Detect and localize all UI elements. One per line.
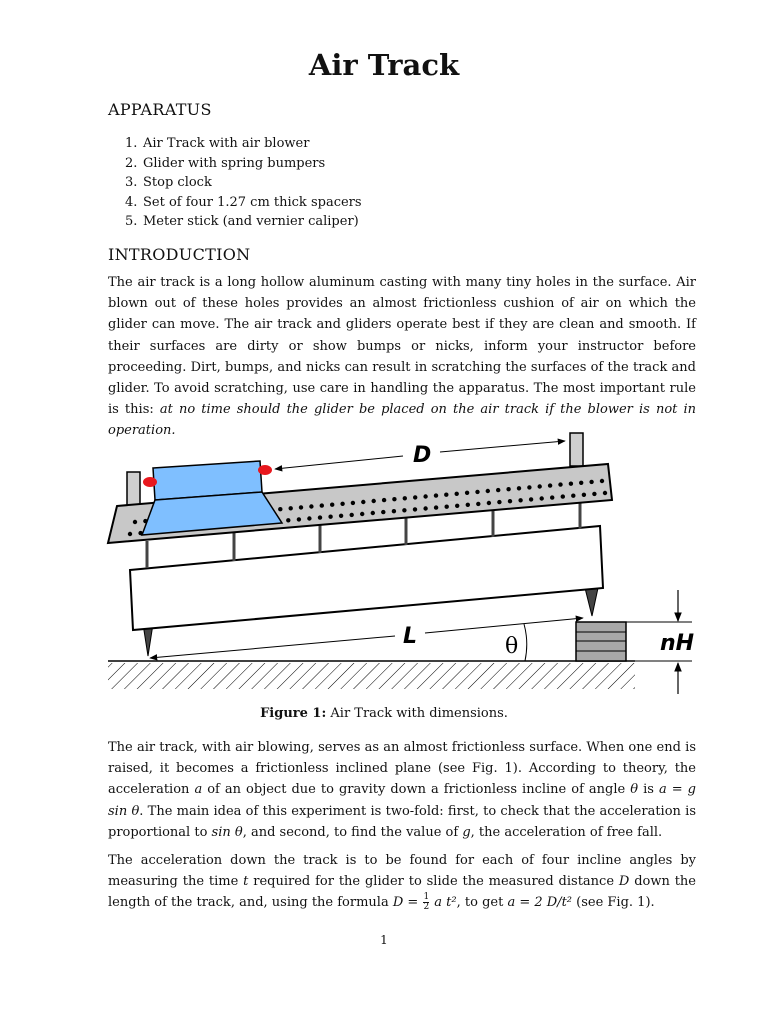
label-d: D [413,443,432,468]
track-hole [465,491,469,495]
track-hole [350,513,354,517]
track-hole [589,480,593,484]
list-item [108,154,362,174]
track-hole [486,489,490,493]
track-hole [434,505,438,509]
list-item-number: 5. [125,214,138,230]
track-hole [445,505,449,509]
math-a: a [194,782,203,798]
right-bumper [258,465,272,475]
text-run: , and second, to find the value of [242,824,463,840]
track-hole [382,498,386,502]
track-hole [487,501,491,505]
track-hole [330,503,334,507]
d-arrow-right [440,441,565,452]
track-hole [600,479,604,483]
math-t: t [243,874,249,890]
list-item [108,193,362,213]
track-hole [318,515,322,519]
track-hole [289,506,293,510]
d-arrow-left [275,456,403,469]
track-hole [392,509,396,513]
track-hole [475,490,479,494]
text-run: , the acceleration of free fall. [470,824,663,840]
math-formula-lhs: D = [392,895,423,911]
math-formula-rhs: a t² [430,895,457,911]
track-hole [455,492,459,496]
track-hole [351,501,355,505]
track-hole [558,482,562,486]
track-hole [550,495,554,499]
left-end-post [127,472,140,508]
track-hole [538,484,542,488]
list-item-number: 3. [125,175,138,191]
track-hole [423,506,427,510]
text-run: of an object due to gravity down a frictionless incline of angle [202,782,631,798]
track-hole [413,507,417,511]
math-formula-2: a = 2 D/t² [507,895,573,911]
track-hole [328,515,332,519]
math-fraction [423,893,429,912]
track-hole [496,488,500,492]
label-l: L [403,624,418,649]
math-d: D [618,874,630,890]
track-hole [506,487,510,491]
list-item [108,212,362,232]
spacer-stack [576,622,626,661]
track-hole [569,482,573,486]
text-run: The acceleration down the track is to be found for each of four incline angles by measuring the time [108,853,696,890]
support-beam [130,526,603,630]
math-sin-theta: sin θ [211,824,243,840]
l-arrow-left [150,636,395,658]
list-item-text: Set of four 1.27 cm thick spacers [143,194,362,210]
method-paragraph [108,850,696,914]
left-bumper [143,477,157,487]
track-hole [361,500,365,504]
list-item-text: Glider with spring bumpers [143,155,326,171]
label-theta: θ [505,634,519,659]
text-run: The air track, with air blowing, serves as an almost frictionless surface. When one end is raised, it becomes a frictionless inclined plane (see Fig. 1). According to theory, the acceleration [108,740,696,798]
theta-arc [524,624,527,661]
track-hole [128,532,132,536]
track-hole [508,499,512,503]
label-nh: nH [660,631,695,656]
text-run: (see Fig. 1). [572,895,655,911]
theory-paragraph [108,737,696,843]
list-item-number: 1. [125,136,138,151]
track-hole [434,493,438,497]
track-hole [423,494,427,498]
track-hole [299,505,303,509]
math-formula: a = g sin θ [108,782,697,819]
track-hole [372,499,376,503]
track-hole [603,491,607,495]
intro-warning: at no time should the glider be placed on the air track if the blower is not in operation. [108,402,697,439]
text-run: down the length of the track, and, using the formula [108,874,696,911]
introduction-heading: INTRODUCTION [108,245,251,264]
track-hole [309,504,313,508]
track-hole [392,497,396,501]
intro-paragraph [108,272,696,442]
apparatus-list [108,134,362,232]
list-item-text: Air Track with air blower [143,136,310,151]
fraction-denominator: 2 [423,902,430,913]
track-hole [381,510,385,514]
math-theta: θ [630,782,639,798]
air-track-figure [105,428,695,700]
right-end-post [570,433,583,466]
track-hole [402,508,406,512]
track-hole [466,503,470,507]
track-hole [413,495,417,499]
track-hole [278,507,282,511]
track-hole [403,496,407,500]
fraction-numerator: 1 [423,892,430,903]
list-item-number: 4. [125,194,138,210]
ground-hatching [108,663,635,689]
list-item-text: Meter stick (and vernier caliper) [143,214,359,230]
math-g: g [462,824,471,840]
track-hole [527,485,531,489]
intro-text: The air track is a long hollow aluminum casting with many tiny holes in the surface. Air blown out of these holes provides an almost frictionless cushion of air on which the glider can move. The air track and gliders operate best if they are clean and smooth. If their surfaces are dirty or show bumps or nicks, inform your instructor before proceeding. Dirt, bumps, and nicks can result in scratching the surfaces of the track and glider. To avoid scratching, use care in handling the apparatus. The most important rule is this: [108,275,696,418]
track-hole [307,516,311,520]
text-run: , to get [456,895,508,911]
text-run: required for the glider to slide the measured distance [248,874,619,890]
track-hole [320,503,324,507]
track-hole [529,497,533,501]
track-hole [571,494,575,498]
text-run: is [638,782,659,798]
figure-caption [0,706,768,721]
track-hole [582,493,586,497]
track-hole [476,502,480,506]
page-title: Air Track [308,48,460,82]
track-hole [548,483,552,487]
track-hole [444,493,448,497]
right-leg [585,588,598,616]
track-hole [133,520,137,524]
list-item-number: 2. [125,155,138,171]
text-run: . The main idea of this experiment is two-fold: first, to check that the acceleration is proportional to [108,803,696,840]
track-hole [339,514,343,518]
list-item-text: Stop clock [143,175,212,191]
track-hole [297,517,301,521]
track-hole [371,511,375,515]
track-hole [497,500,501,504]
track-hole [579,481,583,485]
list-item [108,173,362,193]
track-hole [286,518,290,522]
track-hole [360,512,364,516]
l-arrow-right [425,618,583,633]
caption-label: Figure 1: [260,706,327,721]
apparatus-heading: APPARATUS [108,100,212,119]
page-number: 1 [380,933,388,947]
track-hole [592,492,596,496]
track-hole [517,486,521,490]
track-hole [340,502,344,506]
track-hole [540,496,544,500]
list-item [108,134,362,154]
track-hole [455,504,459,508]
caption-text: Air Track with dimensions. [326,706,508,721]
track-hole [518,498,522,502]
track-hole [561,494,565,498]
